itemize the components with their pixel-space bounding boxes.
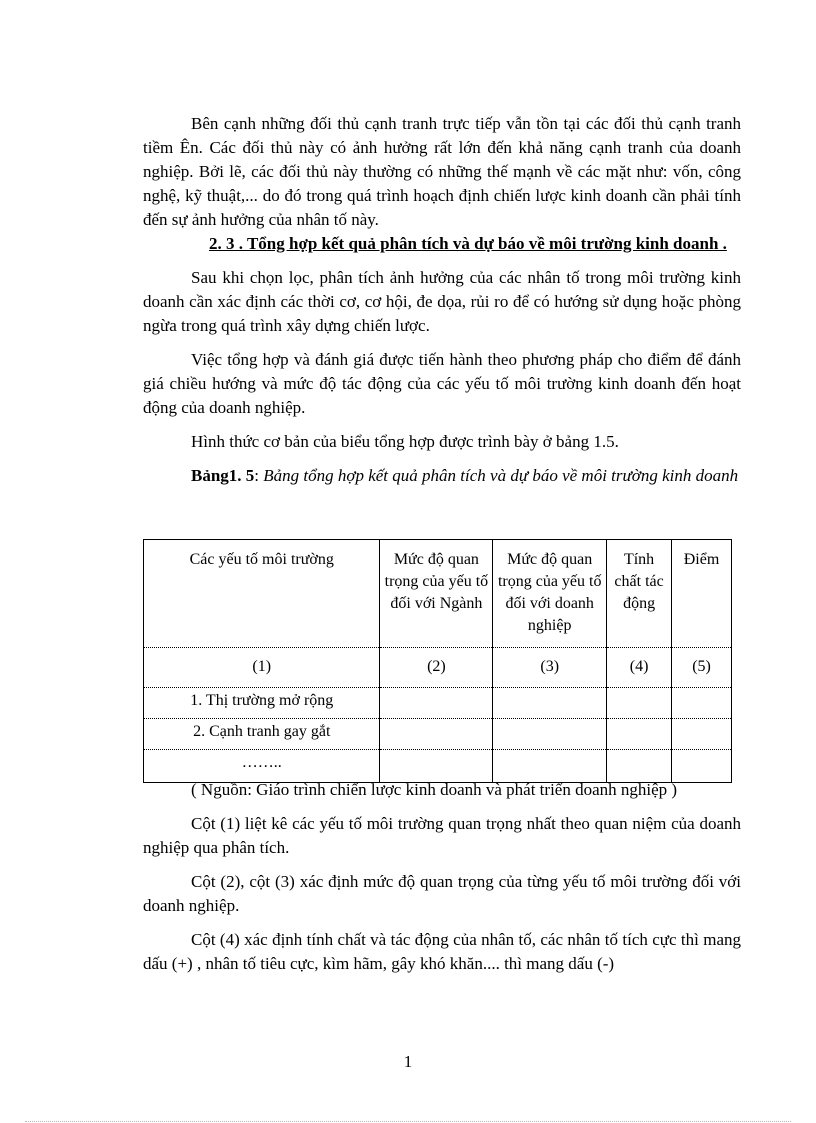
table-cell (672, 688, 732, 719)
table-cell (380, 688, 493, 719)
table-source-note: ( Nguồn: Giáo trình chiến lược kinh doanh và phát triển doanh nghiệp ) (191, 780, 678, 799)
table-header-cell: Tính chất tác động (607, 540, 672, 648)
paragraph-column-1: Cột (1) liệt kê các yếu tố môi trường quan trọng nhất theo quan niệm của doanh nghiệp qua phân tích. (143, 814, 741, 857)
footer-divider (25, 1121, 791, 1122)
table-caption-separator: : (254, 466, 264, 485)
table-cell: 1. Thị trường mở rộng (144, 688, 380, 719)
table-cell (607, 719, 672, 750)
table-cell (380, 719, 493, 750)
section-heading: 2. 3 . Tổng hợp kết quả phân tích và dự báo về môi trường kinh doanh . (209, 234, 727, 253)
paragraph-analysis: Sau khi chọn lọc, phân tích ảnh hưởng của các nhân tố trong môi trường kinh doanh cần xác định các thời cơ, cơ hội, đe dọa, rủi ro để có hướng sử dụng hoặc phòng ngừa trong quá trình xây dựng chiến lược. (143, 268, 741, 335)
table-cell (493, 719, 607, 750)
environment-summary-table (143, 539, 732, 783)
table-column-number-row (144, 648, 732, 688)
page-number: 1 (403, 1052, 413, 1071)
table-cell: (4) (607, 648, 672, 688)
paragraph-method: Việc tổng hợp và đánh giá được tiến hành theo phương pháp cho điểm để đánh giá chiều hướng và mức độ tác động của các yếu tố môi trường kinh doanh đến hoạt động của doanh nghiệp. (143, 350, 741, 417)
table-caption-text: Bảng tổng hợp kết quả phân tích và dự báo về môi trường kinh doanh (263, 466, 739, 485)
table-header-cell: Mức độ quan trọng của yếu tố đối với Ngành (380, 540, 493, 648)
table-header-cell: Các yếu tố môi trường (144, 540, 380, 648)
table-caption-label: Bảng1. 5 (191, 466, 255, 485)
paragraph-competitors: Bên cạnh những đối thủ cạnh tranh trực tiếp vẫn tồn tại các đối thủ cạnh tranh tiềm Ên. Các đối thủ này có ảnh hưởng rất lớn đến khả năng cạnh tranh của doanh nghiệp. Bởi lẽ, các đối thủ này thường có những thế mạnh về các mặt như: vốn, công nghệ, kỹ thuật,... do đó trong quá trình hoạch định chiến lược kinh doanh cần phải tính đến sự ảnh hưởng của nhân tố này. (143, 114, 741, 229)
table-cell: (1) (144, 648, 380, 688)
table-cell (607, 688, 672, 719)
paragraph-column-2-3: Cột (2), cột (3) xác định mức độ quan trọng của từng yếu tố môi trường đối với doanh nghiệp. (143, 872, 741, 915)
table-cell: …….. (144, 750, 380, 783)
paragraph-form: Hình thức cơ bản của biểu tổng hợp được trình bày ở bảng 1.5. (191, 432, 619, 451)
table-cell: (3) (493, 648, 607, 688)
table-caption (143, 464, 741, 488)
table-cell: (5) (672, 648, 732, 688)
table-header-cell: Mức độ quan trọng của yếu tố đối với doanh nghiệp (493, 540, 607, 648)
document-page (143, 112, 741, 973)
table-cell: 2. Cạnh tranh gay gắt (144, 719, 380, 750)
table-cell (672, 719, 732, 750)
paragraph-column-4: Cột (4) xác định tính chất và tác động của nhân tố, các nhân tố tích cực thì mang dấu (+) , nhân tố tiêu cực, kìm hãm, gây khó khăn.... thì mang dấu (-) (143, 930, 741, 973)
table-cell: (2) (380, 648, 493, 688)
table-header-cell: Điểm (672, 540, 732, 648)
table-cell (493, 688, 607, 719)
table-header-row (144, 540, 732, 648)
table-row (144, 719, 732, 750)
after-table-section (143, 778, 741, 976)
table-row (144, 688, 732, 719)
